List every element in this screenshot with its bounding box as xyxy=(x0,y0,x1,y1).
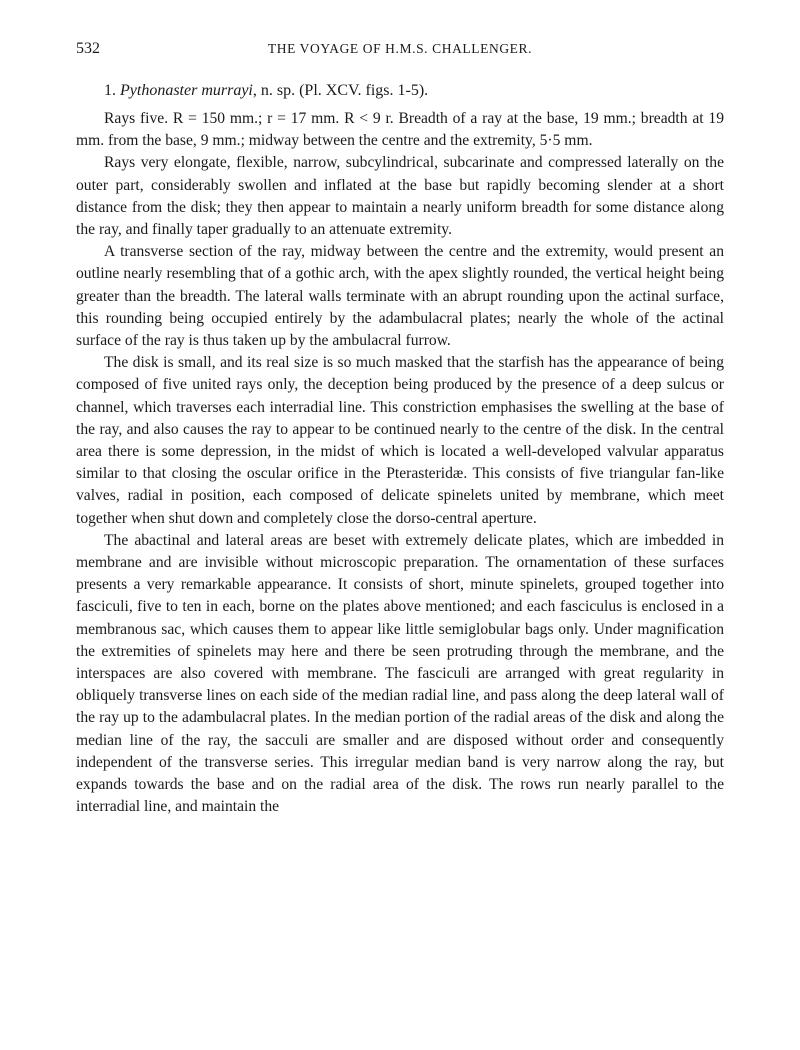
paragraph-transverse-section: A transverse section of the ray, midway between the centre and the extremity, would present an outline nearly resembling that of a gothic arch, with the apex slightly rounded, the vertical height being greater than the breadth. The lateral walls terminate with an abrupt rounding upon the actinal surface, this rounding being occupied entirely by the adambulacral plates; nearly the whole of the actinal surface of the ray is thus taken up by the ambulacral furrow. xyxy=(76,243,724,350)
species-heading xyxy=(104,80,724,102)
paragraph-disk: The disk is small, and its real size is so much masked that the starfish has the appearance of being composed of five united rays only, the deception being produced by the presence of a deep sulcus or channel, which traverses each interradial line. This constriction emphasises the swelling at the base of the ray, and also causes the ray to appear to be continued nearly to the centre of the disk. In the central area there is some depression, in the midst of which is located a well-developed valvular apparatus similar to that closing the oscular orifice in the Pterasteridæ. This consists of five triangular fan-like valves, radial in position, each composed of delicate spinelets united by membrane, which meet together when shut down and completely close the dorso-central aperture. xyxy=(76,354,724,527)
paragraph-abactinal-areas: The abactinal and lateral areas are beset with extremely delicate plates, which are imbedded in membrane and are invisible without microscopic preparation. The ornamentation of these surfaces presents a very remarkable appearance. It consists of short, minute spinelets, grouped together into fasciculi, five to ten in each, borne on the plates above mentioned; and each fasciculus is enclosed in a membranous sac, which causes them to appear like little semiglobular bags only. Under magnification the extremities of spinelets may here and there be seen protruding through the membrane, and the interspaces are also covered with membrane. The fasciculi are arranged with great regularity in obliquely transverse lines on each side of the median radial line, and pass along the deep lateral wall of the ray up to the adambulacral plates. In the median portion of the radial areas of the disk and along the median line of the ray, the sacculi are smaller and are disposed without order and consequently independent of the transverse series. This irregular median band is very narrow along the ray, but expands towards the base and on the radial area of the disk. The rows run nearly parallel to the interradial line, and maintain the xyxy=(76,531,724,816)
page xyxy=(76,40,724,819)
page-header xyxy=(76,40,724,68)
page-number: 532 xyxy=(76,40,100,57)
paragraph-measurements: Rays five. R = 150 mm.; r = 17 mm. R < 9 r. Breadth of a ray at the base, 19 mm.; breadth at 19 mm. from the base, 9 mm.; midway between the centre and the extremity, 5·5 mm. xyxy=(76,110,724,150)
species-name: Pythonaster murrayi xyxy=(120,82,253,99)
species-number: 1. xyxy=(104,82,116,99)
body-text xyxy=(76,108,724,819)
paragraph-rays: Rays very elongate, flexible, narrow, subcylindrical, subcarinate and compressed laterally on the outer part, considerably swollen and inflated at the base but rapidly becoming slender at a short distance from the disk; they then appear to maintain a nearly uniform breadth for some distance along the ray, and finally taper gradually to an attenuate extremity. xyxy=(76,154,724,239)
running-title: THE VOYAGE OF H.M.S. CHALLENGER. xyxy=(267,41,533,56)
species-authority: , n. sp. (Pl. XCV. figs. 1-5). xyxy=(252,82,429,99)
